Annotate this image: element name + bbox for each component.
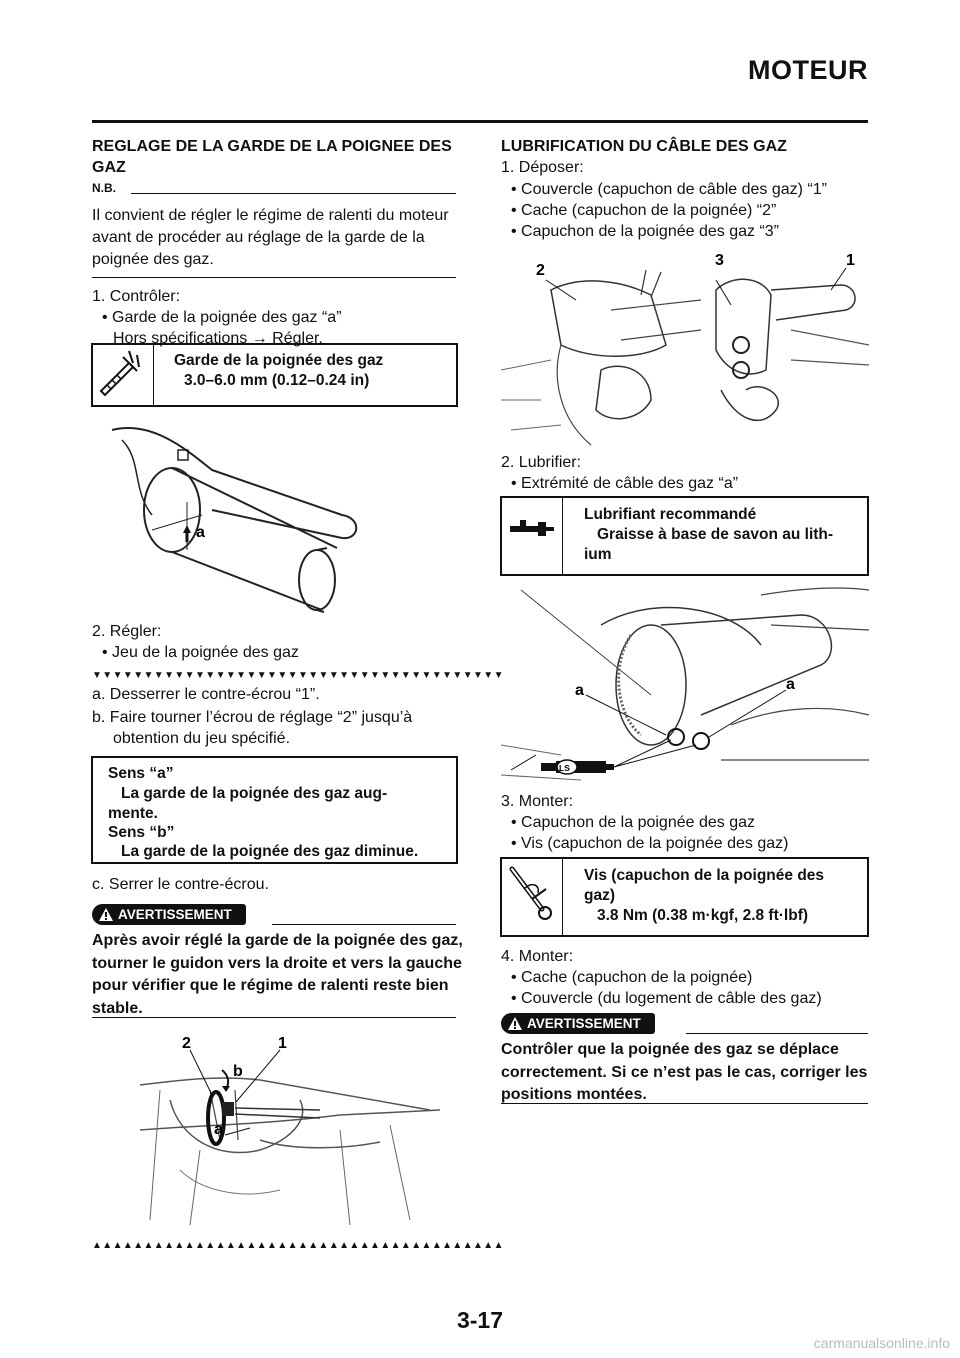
- left-step2-bullet: • Jeu de la poignée des gaz: [102, 644, 299, 661]
- warning-rule-right: [686, 1033, 868, 1034]
- triangle-divider-top: ▼▼▼▼▼▼▼▼▼▼▼▼▼▼▼▼▼▼▼▼▼▼▼▼▼▼▼▼▼▼▼▼▼▼▼▼▼▼▼▼: [92, 670, 504, 681]
- right-step1-bullet-3: • Capuchon de la poignée des gaz “3”: [511, 223, 780, 240]
- warning-badge-right: [501, 1013, 655, 1034]
- fig4-label-a-left: a: [575, 682, 584, 699]
- direction-box: [91, 756, 458, 864]
- nb-end-rule: [92, 277, 456, 278]
- warning-end-rule-left: [92, 1017, 456, 1018]
- dir-a-title: Sens “a”: [108, 765, 174, 782]
- fig4-label-ls: LS: [559, 763, 570, 773]
- warning-label-right: AVERTISSEMENT: [527, 1016, 641, 1031]
- throttle-grip-figure: [92, 420, 462, 615]
- spec-box-torque: [500, 857, 869, 937]
- warning-text-left: Après avoir réglé la garde de la poignée des gaz, tourner le guidon vers la droite et vers la gauche pour vérifier que le régime de ralenti reste bien stable.: [92, 932, 463, 1017]
- spec3-title-1: Vis (capuchon de la poignée des: [584, 867, 825, 884]
- right-heading: LUBRIFICATION DU CÂBLE DES GAZ: [501, 138, 787, 155]
- warning-rule-left: [272, 924, 456, 925]
- right-step3-bullet-2: • Vis (capuchon de la poignée des gaz): [511, 835, 789, 852]
- right-step1: 1. Déposer:: [501, 159, 584, 176]
- warning-badge-left: [92, 904, 246, 925]
- left-step1: 1. Contrôler:: [92, 288, 181, 305]
- right-step4-bullet-2: • Couvercle (du logement de câble des gaz): [511, 990, 822, 1007]
- dir-b-text: La garde de la poignée des gaz diminue.: [121, 843, 419, 860]
- sub-step-a: a. Desserrer le contre-écrou “1”.: [92, 686, 320, 703]
- caliper-icon: [93, 345, 154, 405]
- section-title: MOTEUR: [748, 55, 868, 85]
- fig3-label-1: 1: [846, 252, 855, 269]
- left-step1-result: Hors spécifications → Régler.: [113, 330, 323, 347]
- spec2-value-2: ium: [584, 546, 612, 563]
- dir-b-title: Sens “b”: [108, 824, 175, 841]
- nb-label: N.B.: [92, 181, 116, 195]
- sub-step-c: c. Serrer le contre-écrou.: [92, 876, 269, 893]
- fig4-label-a-right: a: [786, 676, 795, 693]
- warning-triangle-icon: [507, 1016, 523, 1037]
- nb-text: Il convient de régler le régime de ralenti du moteur avant de procéder au réglage de la garde de la poignée des gaz.: [92, 207, 449, 268]
- spec2-title: Lubrifiant recommandé: [584, 506, 757, 523]
- right-step1-bullet-1: • Couvercle (capuchon de câble des gaz) “1”: [511, 181, 827, 198]
- right-step1-bullet-2: • Cache (capuchon de la poignée) “2”: [511, 202, 777, 219]
- spec1-value: 3.0–6.0 mm (0.12–0.24 in): [184, 372, 370, 389]
- grease-gun-icon: [502, 498, 563, 574]
- spec3-title-2: gaz): [584, 887, 615, 904]
- sub-step-b-line2: obtention du jeu spécifié.: [113, 730, 291, 747]
- right-step4: 4. Monter:: [501, 948, 574, 965]
- fig2-label-b: b: [233, 1063, 243, 1080]
- fig2-label-1: 1: [278, 1035, 287, 1052]
- spec2-value-1: Graisse à base de savon au lith-: [597, 526, 834, 543]
- torque-wrench-icon: [502, 859, 563, 935]
- right-step2-bullet: • Extrémité de câble des gaz “a”: [511, 475, 739, 492]
- page-number: 3-17: [456, 1307, 504, 1333]
- watermark: carmanualsonline.info: [813, 1335, 950, 1351]
- right-step4-bullet-1: • Cache (capuchon de la poignée): [511, 969, 753, 986]
- adjuster-figure: [140, 1030, 460, 1225]
- left-heading: REGLAGE DE LA GARDE DE LA POIGNEE DES GAZ: [92, 138, 452, 176]
- warning-end-rule-right: [501, 1103, 868, 1104]
- fig3-label-3: 3: [715, 252, 724, 269]
- right-step3: 3. Monter:: [501, 793, 574, 810]
- triangle-divider-bottom: ▲▲▲▲▲▲▲▲▲▲▲▲▲▲▲▲▲▲▲▲▲▲▲▲▲▲▲▲▲▲▲▲▲▲▲▲▲▲▲▲: [92, 1240, 504, 1251]
- right-step2: 2. Lubrifier:: [501, 454, 582, 471]
- right-step3-bullet-1: • Capuchon de la poignée des gaz: [511, 814, 756, 831]
- left-step1-bullet: • Garde de la poignée des gaz “a”: [102, 309, 342, 326]
- fig2-label-2: 2: [182, 1035, 191, 1052]
- fig1-label-a: a: [196, 524, 205, 541]
- header-rule: [92, 120, 868, 123]
- fig2-label-a: a: [214, 1121, 223, 1138]
- warning-text-right: Contrôler que la poignée des gaz se déplace correctement. Si ce n’est pas le cas, corriger les positions montées.: [501, 1041, 868, 1103]
- cable-end-figure: [501, 585, 869, 785]
- spec3-value: 3.8 Nm (0.38 m·kgf, 2.8 ft·lbf): [597, 907, 809, 924]
- spec-box-lubricant: [500, 496, 869, 576]
- nb-rule: [131, 193, 456, 194]
- spec1-title: Garde de la poignée des gaz: [174, 352, 384, 369]
- warning-label-left: AVERTISSEMENT: [118, 907, 232, 922]
- dir-a-text-1: La garde de la poignée des gaz aug-: [121, 785, 388, 802]
- dir-a-text-2: mente.: [108, 805, 158, 822]
- spec-box-play: [91, 343, 458, 407]
- warning-triangle-icon: [98, 907, 114, 928]
- sub-step-b-line1: b. Faire tourner l’écrou de réglage “2” jusqu’à: [92, 709, 413, 726]
- left-step2: 2. Régler:: [92, 623, 162, 640]
- fig3-label-2: 2: [536, 262, 545, 279]
- grip-caps-figure: [501, 250, 869, 450]
